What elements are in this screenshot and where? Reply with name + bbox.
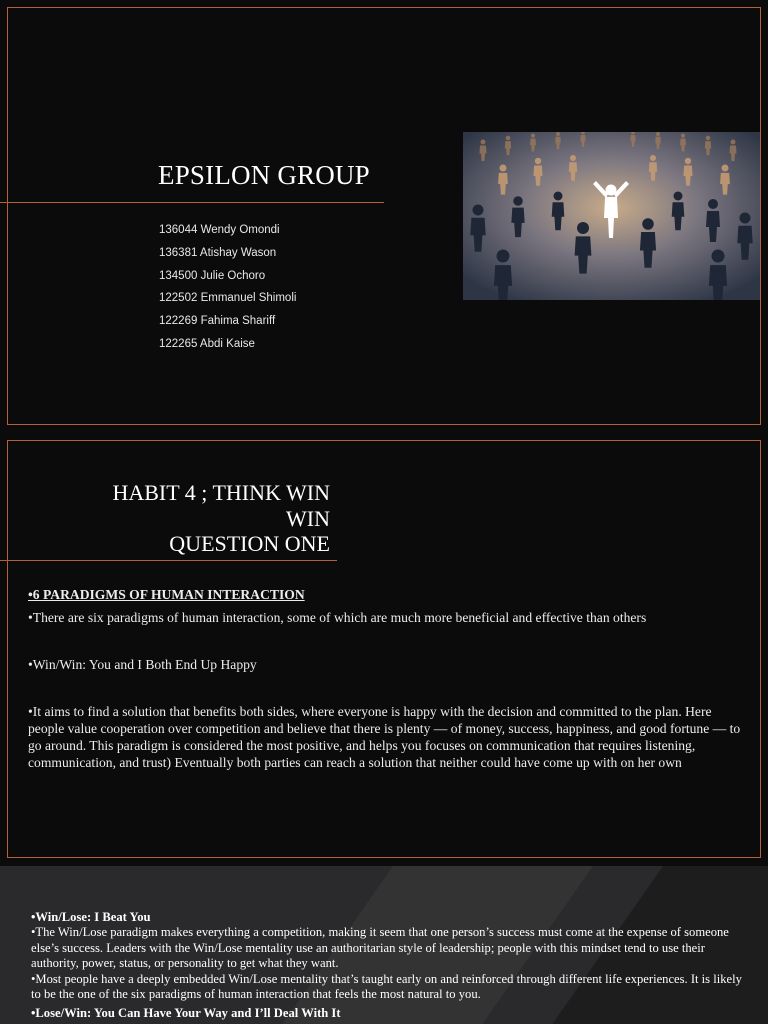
member-item: 136044 Wendy Omondi [159,224,280,236]
member-item: 136381 Atishay Wason [159,246,277,259]
member-item: 122269 Fahima Shariff [159,315,276,328]
body-paragraph: •Win/Win: You and I Both End Up Happy [28,657,257,672]
crowd-illustration [463,132,760,300]
slide-body [31,910,751,1022]
title-underline [0,202,384,203]
member-item: 134500 Julie Ochoro [159,269,266,282]
body-paragraph: •Most people have a deeply embedded Win/Lose mentality that’s taught early on and reinforced through different life experiences. It is likely to be the one of the six paradigms of human interaction that feels the most natural to you. [31,971,742,1002]
habit-slide [0,432,768,862]
title-line: QUESTION ONE [169,531,330,556]
member-list [159,221,296,358]
slide-body [28,586,744,801]
title-underline [0,560,337,561]
title-line: WIN [286,505,330,531]
title-line: HABIT 4 ; THINK WIN [112,480,330,505]
member-item: 122265 Abdi Kaise [159,337,255,350]
section-heading: •Win/Lose: I Beat You [31,910,151,924]
group-title: EPSILON GROUP [158,160,370,190]
body-paragraph: •There are six paradigms of human interaction, some of which are much more beneficial and effective than others [28,610,647,625]
title-slide [0,0,768,430]
slide-title [112,480,330,557]
section-heading: •Lose/Win: You Can Have Your Way and I’ll Deal With It [31,1006,341,1021]
paradigms-slide [0,866,768,1024]
member-item: 122502 Emmanuel Shimoli [159,292,297,305]
body-paragraph: •The Win/Lose paradigm makes everything a competition, making it seem that one person’s success must come at the expense of someone else’s success. Leaders with the Win/Lose mentality use an authoritarian style of leadership; people with this mindset tend to use their authority, power, status, or personality to get what they want. [31,925,729,971]
crowd-image [463,132,760,300]
section-heading: •6 PARADIGMS OF HUMAN INTERACTION [28,587,305,602]
body-paragraph: •It aims to find a solution that benefits both sides, where everyone is happy with the decision and committed to the plan. Here people value cooperation over competition and believe that there is plenty — of money, success, happiness, and good fortune — to go around. This paradigm is considered the most positive, and helps you focuses on communication that requires listening, communication, and trust) Eventually both parties can reach a solution that neither could have come up with on her own [28,704,741,770]
